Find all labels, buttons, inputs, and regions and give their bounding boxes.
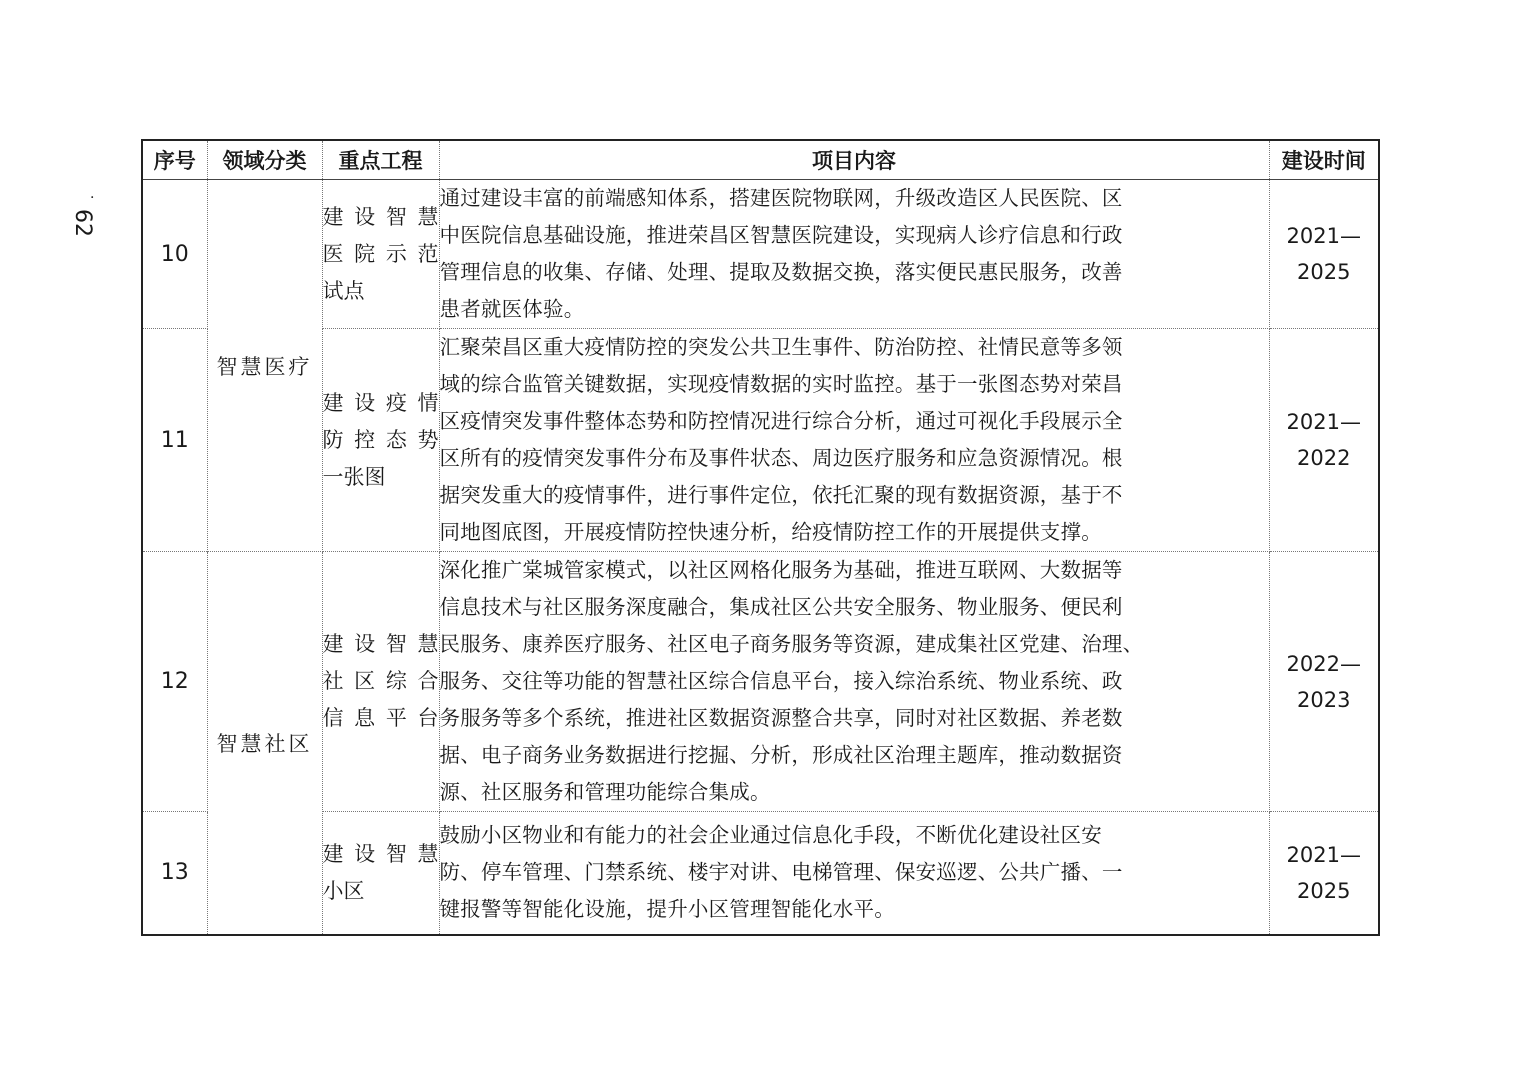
- row-number: 12: [142, 552, 207, 812]
- table-row: [142, 180, 1379, 329]
- time-end: 2025: [1297, 878, 1351, 903]
- build-time: [1269, 180, 1379, 329]
- content-line: 中医院信息基础设施，推进荣昌区智慧医院建设，实现病人诊疗信息和行政: [439, 223, 1123, 247]
- content-line: 键报警等智能化设施，提升小区管理智能化水平。: [439, 897, 895, 922]
- time-start: 2022—: [1286, 651, 1361, 676]
- content-line: 汇聚荣昌区重大疫情防控的突发公共卫生事件、防治防控、社情民意等多领: [439, 335, 1123, 359]
- build-time: [1269, 812, 1379, 935]
- project-line: 试点: [322, 278, 365, 303]
- time-end: 2025: [1297, 260, 1351, 284]
- project-line: 社区综合: [322, 669, 439, 693]
- header-time: 建设时间: [1269, 140, 1379, 180]
- project-line: 医院示范: [322, 241, 439, 266]
- content-line: 区疫情突发事件整体态势和防控情况进行综合分析，通过可视化手段展示全: [439, 409, 1123, 433]
- build-time: [1269, 552, 1379, 812]
- project-name: [322, 329, 439, 552]
- content-line: 通过建设丰富的前端感知体系，搭建医院物联网，升级改造区人民医院、区: [439, 186, 1123, 210]
- row-number: 10: [142, 180, 207, 329]
- content-line: 据突发重大的疫情事件，进行事件定位，依托汇聚的现有数据资源，基于不: [439, 483, 1123, 507]
- project-table: [141, 139, 1380, 936]
- content-line: 管理信息的收集、存储、处理、提取及数据交换，落实便民惠民服务，改善: [439, 260, 1123, 284]
- content-line: 深化推广棠城管家模式，以社区网格化服务为基础，推进互联网、大数据等: [439, 558, 1123, 582]
- content-line: 信息技术与社区服务深度融合，集成社区公共安全服务、物业服务、便民利: [439, 595, 1123, 619]
- row-number: 11: [142, 329, 207, 552]
- project-content: [439, 812, 1269, 935]
- time-start: 2021—: [1286, 842, 1361, 867]
- header-domain: 领域分类: [207, 140, 322, 180]
- header-content: 项目内容: [439, 140, 1269, 180]
- domain-medical: 智慧医疗: [207, 180, 322, 552]
- time-start: 2021—: [1286, 224, 1361, 248]
- time-end: 2022: [1297, 446, 1351, 470]
- content-line: 患者就医体验。: [439, 297, 585, 321]
- page-number-dot: ·: [90, 190, 95, 206]
- time-end: 2023: [1297, 687, 1351, 712]
- content-line: 据、电子商务业务数据进行挖掘、分析，形成社区治理主题库，推动数据资: [439, 743, 1123, 767]
- content-line: 同地图底图，开展疫情防控快速分析，给疫情防控工作的开展提供支撑。: [439, 520, 1102, 544]
- page-number: 62: [70, 209, 95, 237]
- project-name: [322, 180, 439, 329]
- table-row: [142, 552, 1379, 812]
- table-row: [142, 329, 1379, 552]
- table-row: [142, 812, 1379, 935]
- project-line: 建设智慧: [322, 841, 439, 866]
- content-line: 鼓励小区物业和有能力的社会企业通过信息化手段，不断优化建设社区安: [439, 823, 1102, 848]
- project-line: 信息平台: [322, 706, 439, 730]
- project-line: 建设疫情: [322, 390, 439, 415]
- content-line: 区所有的疫情突发事件分布及事件状态、周边医疗服务和应急资源情况。根: [439, 446, 1123, 470]
- project-name: [322, 552, 439, 812]
- time-start: 2021—: [1286, 410, 1361, 434]
- project-name: [322, 812, 439, 935]
- header-no: 序号: [142, 140, 207, 180]
- project-line: 小区: [322, 878, 365, 903]
- content-line: 防、停车管理、门禁系统、楼宇对讲、电梯管理、保安巡逻、公共广播、一: [439, 860, 1123, 885]
- content-line: 域的综合监管关键数据，实现疫情数据的实时监控。基于一张图态势对荣昌: [439, 372, 1123, 396]
- domain-community: 智慧社区: [207, 552, 322, 935]
- project-line: 一张图: [322, 464, 386, 489]
- content-line: 务服务等多个系统，推进社区数据资源整合共享，同时对社区数据、养老数: [439, 706, 1123, 730]
- content-line: 民服务、康养医疗服务、社区电子商务服务等资源，建成集社区党建、治理、: [439, 632, 1144, 656]
- project-content: [439, 552, 1269, 812]
- project-content: [439, 329, 1269, 552]
- table-header-row: [142, 140, 1379, 180]
- project-line: 防控态势: [322, 427, 439, 452]
- project-line: 建设智慧: [322, 632, 439, 656]
- content-line: 服务、交往等功能的智慧社区综合信息平台，接入综治系统、物业系统、政: [439, 669, 1123, 693]
- project-line: 建设智慧: [322, 204, 439, 229]
- build-time: [1269, 329, 1379, 552]
- project-content: [439, 180, 1269, 329]
- content-line: 源、社区服务和管理功能综合集成。: [439, 780, 771, 804]
- row-number: 13: [142, 812, 207, 935]
- header-project: 重点工程: [322, 140, 439, 180]
